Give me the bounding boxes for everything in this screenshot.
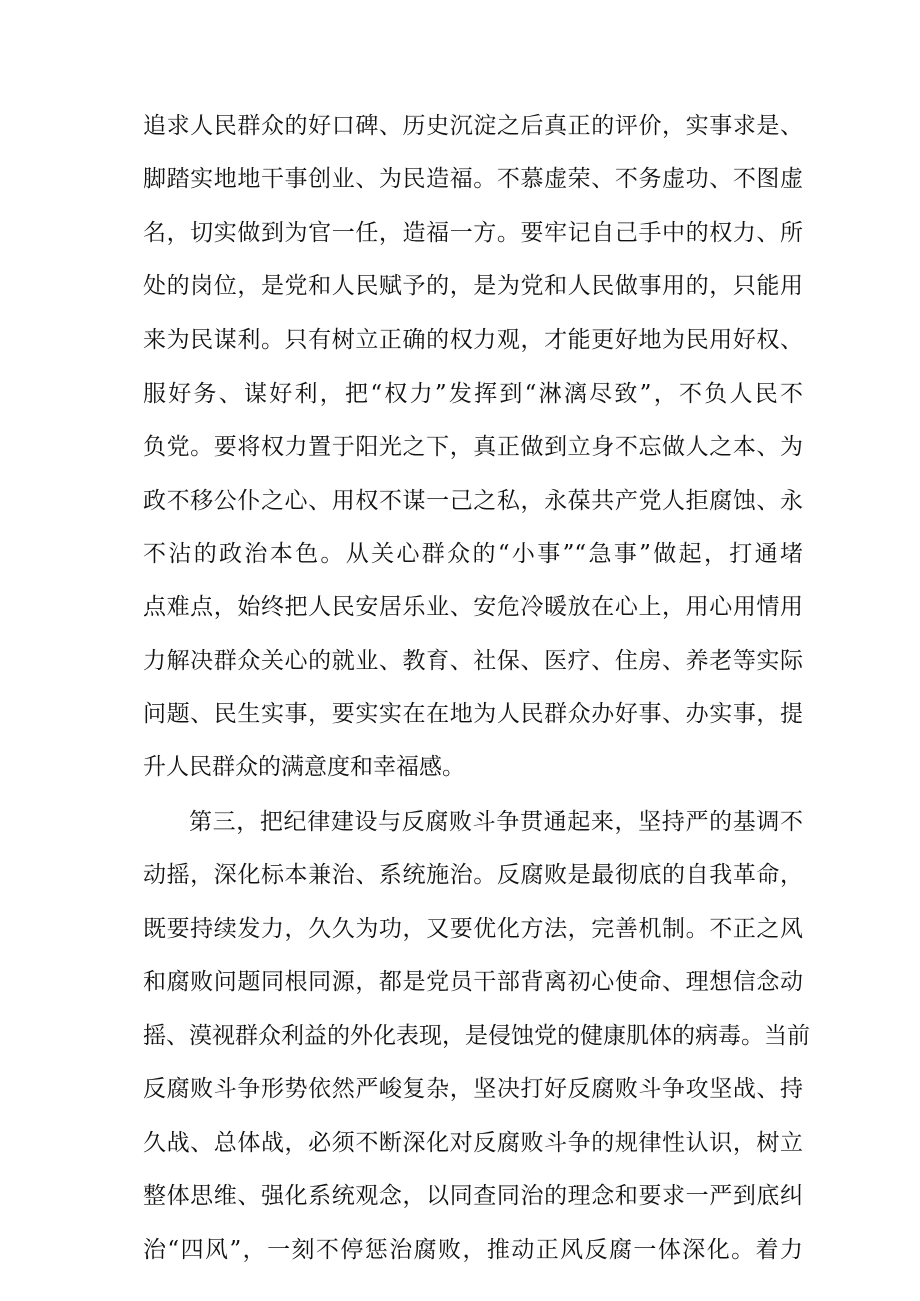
text-line: 问题、民生实事，要实实在在地为人民群众办好事、办实事，提 xyxy=(143,701,803,727)
text-line: 整体思维、强化系统观念，以同查同治的理念和要求一严到底纠 xyxy=(143,1183,803,1209)
text-line: 升人民群众的满意度和幸福感。 xyxy=(143,754,465,780)
text-line: 处的岗位，是党和人民赋予的，是为党和人民做事用的，只能用 xyxy=(143,273,803,299)
text-line: 不沾的政治本色。从关心群众的“小事”“急事”做起，打通堵 xyxy=(143,541,803,567)
paragraph-first-line: 第三，把纪律建设与反腐败斗争贯通起来，坚持严的基调不 xyxy=(189,809,803,835)
text-line: 脚踏实地地干事创业、为民造福。不慕虚荣、不务虚功、不图虚 xyxy=(143,166,803,192)
text-line: 来为民谋利。只有树立正确的权力观，才能更好地为民用好权、 xyxy=(143,327,803,353)
text-line: 追求人民群众的好口碑、历史沉淀之后真正的评价，实事求是、 xyxy=(143,113,803,139)
text-line: 摇、漠视群众利益的外化表现，是侵蚀党的健康肌体的病毒。当前 xyxy=(143,1023,810,1049)
text-line: 久战、总体战，必须不断深化对反腐败斗争的规律性认识，树立 xyxy=(143,1130,803,1156)
text-line: 服好务、谋好利，把“权力”发挥到“淋漓尽致”，不负人民不 xyxy=(143,381,803,407)
text-line: 政不移公仆之心、用权不谋一己之私，永葆共产党人拒腐蚀、永 xyxy=(143,488,803,514)
text-line: 动摇，深化标本兼治、系统施治。反腐败是最彻底的自我革命， xyxy=(143,862,803,888)
text-line: 点难点，始终把人民安居乐业、安危冷暖放在心上，用心用情用 xyxy=(143,594,803,620)
text-line: 反腐败斗争形势依然严峻复杂，坚决打好反腐败斗争攻坚战、持 xyxy=(143,1076,803,1102)
text-line: 治“四风”，一刻不停惩治腐败，推动正风反腐一体深化。着力 xyxy=(143,1237,803,1263)
text-line: 和腐败问题同根同源，都是党员干部背离初心使命、理想信念动 xyxy=(143,969,803,995)
text-line: 名，切实做到为官一任，造福一方。要牢记自己手中的权力、所 xyxy=(143,220,803,246)
text-line: 负党。要将权力置于阳光之下，真正做到立身不忘做人之本、为 xyxy=(143,434,803,460)
text-line: 既要持续发力，久久为功，又要优化方法，完善机制。不正之风 xyxy=(143,916,803,942)
text-line: 力解决群众关心的就业、教育、社保、医疗、住房、养老等实际 xyxy=(143,648,803,674)
